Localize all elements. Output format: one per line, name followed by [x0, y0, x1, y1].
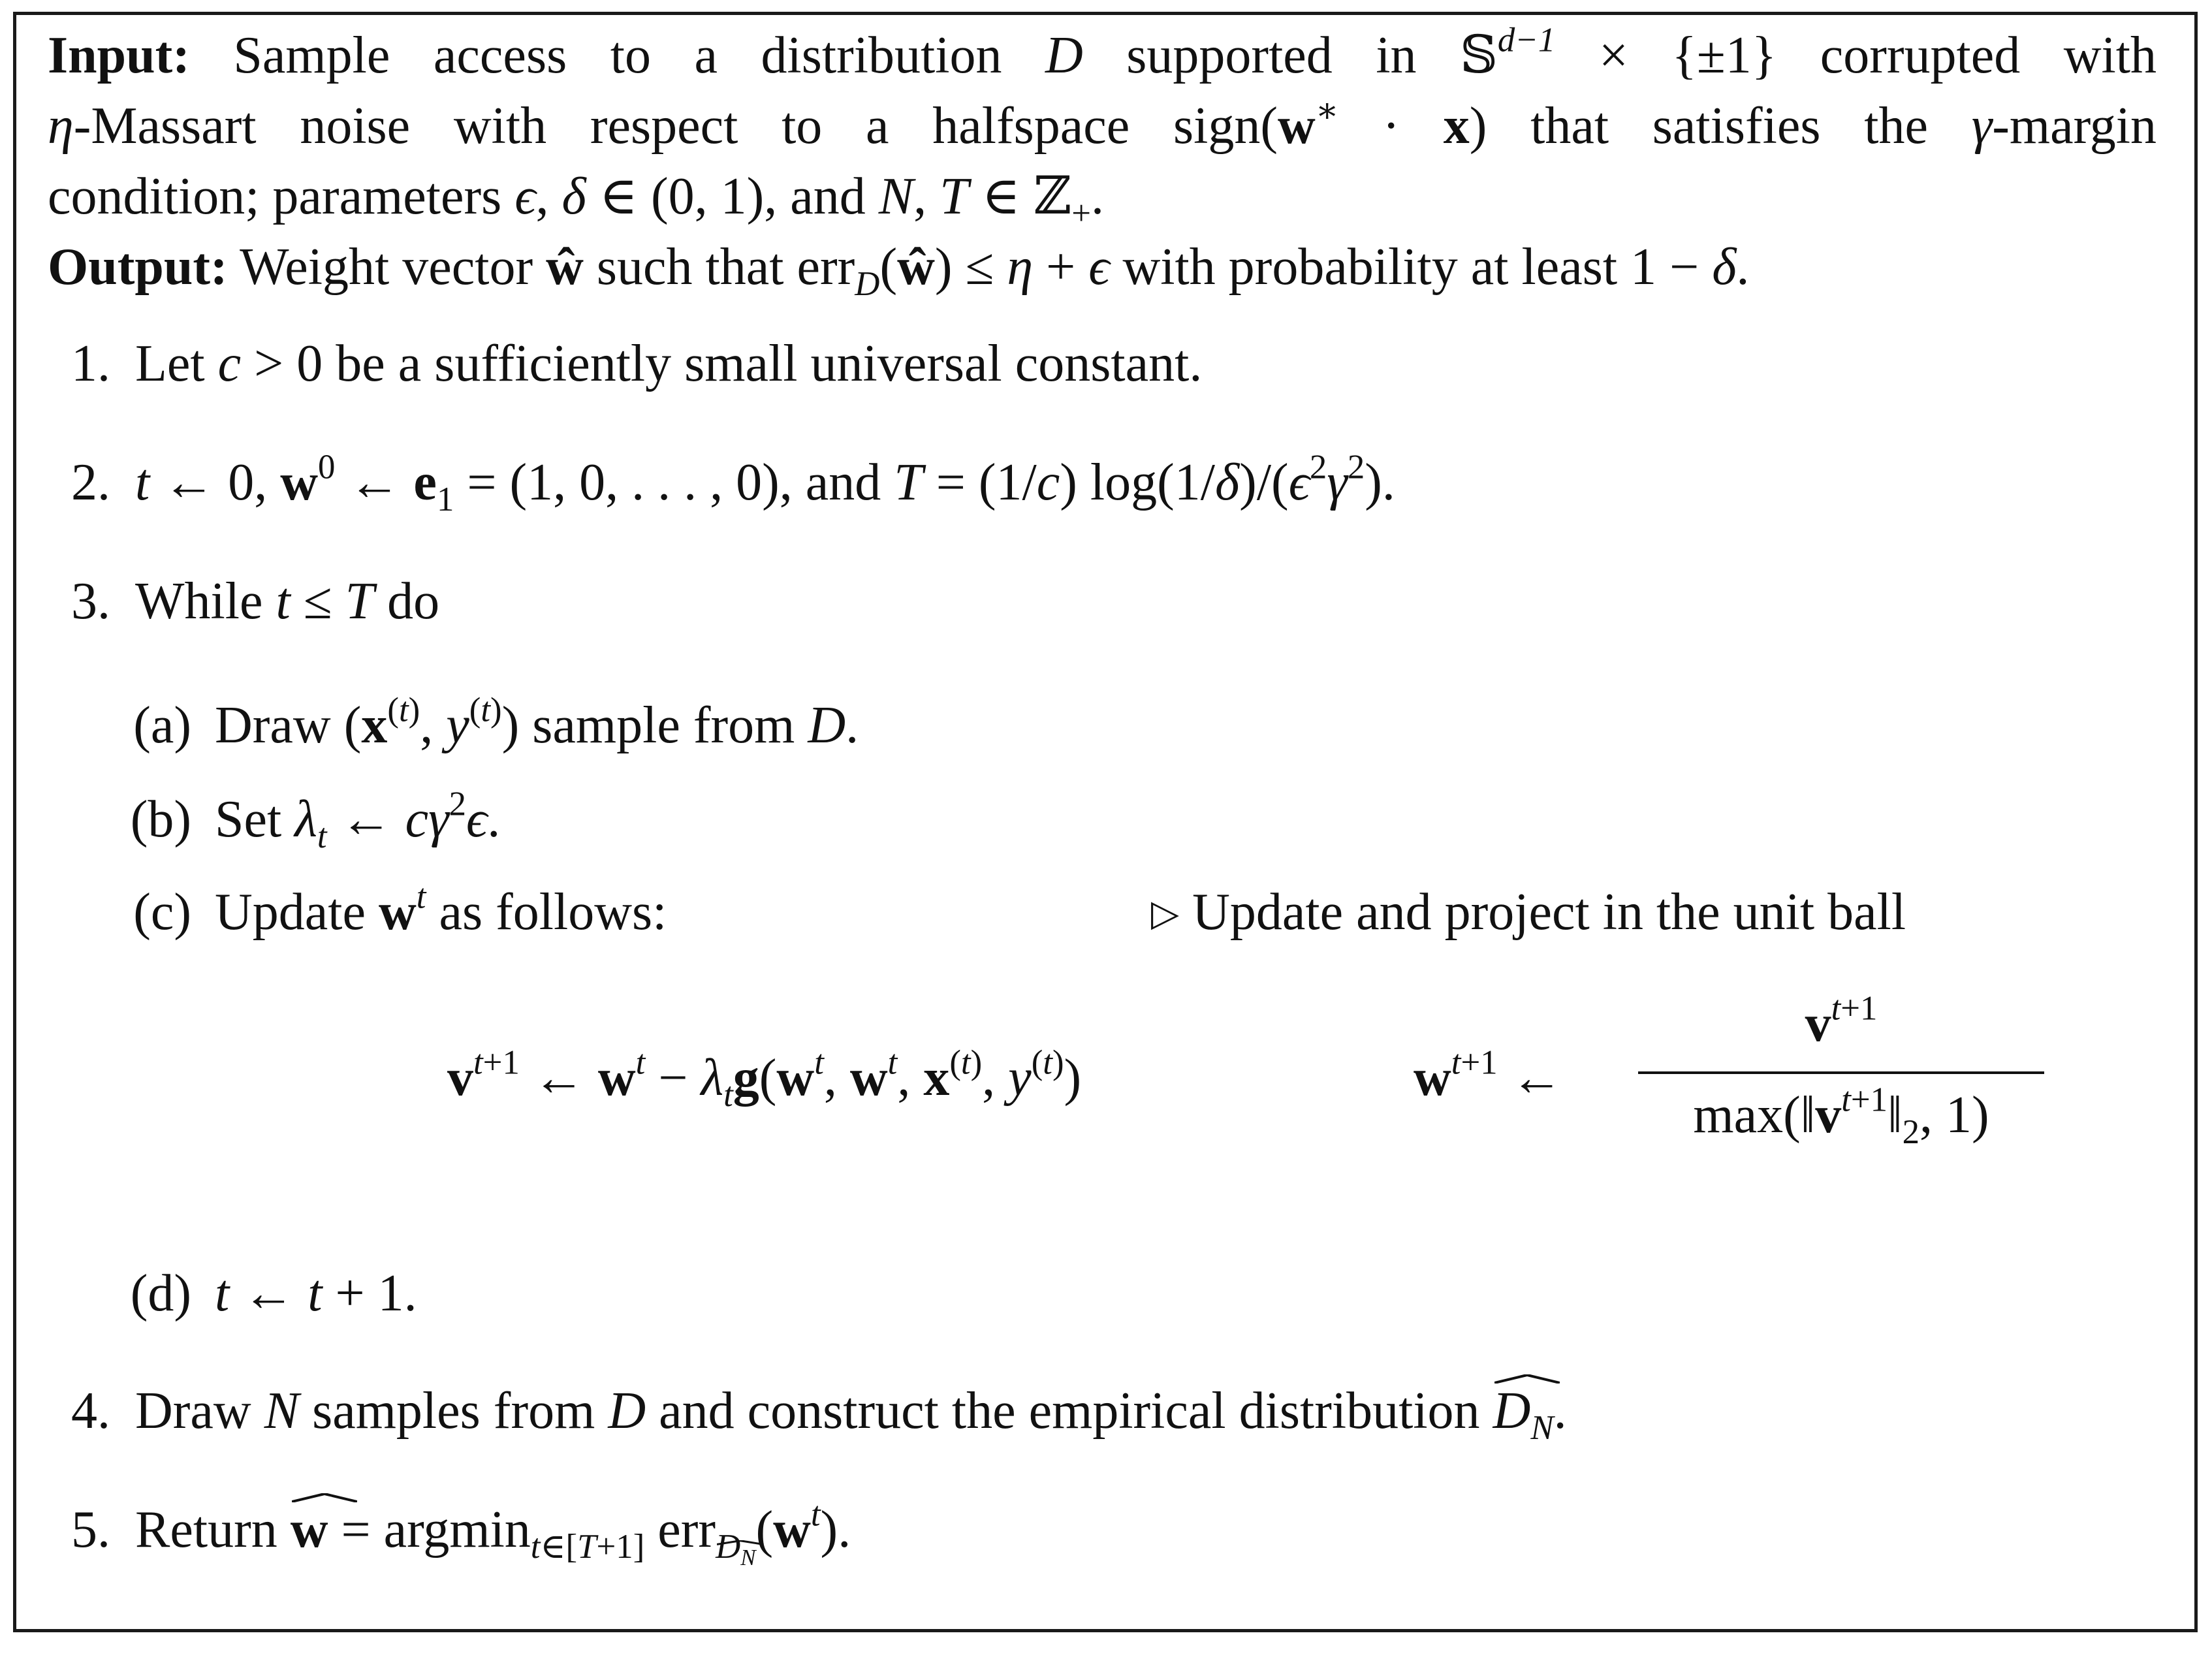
substep-label: (d) [130, 1265, 191, 1322]
step-5: 5. Return w = argmin$_{t\in[T+1]}$ err $_{D_N}(w^t)$. [37, 1504, 851, 1558]
update-equation-w-lhs: $w^{t+1}$ ← [1414, 1043, 1563, 1107]
input-label: Input: [48, 27, 190, 84]
wide-hat-accent [292, 1493, 357, 1502]
substep-label: (c) [133, 883, 191, 941]
fraction-bar [1638, 1071, 2044, 1074]
input-line-2: η-Massart noise with respect to a halfspace sign(w∗ · x) that satisfies the γ-margin [48, 91, 2157, 155]
substep-b: (b) Set $\lambda_t$ ← $c\gamma^2\epsilon$. [93, 793, 500, 846]
step-number: 5. [71, 1501, 110, 1558]
fraction-denominator: $\max(‖v^{t+1}‖_2$, 1) [1693, 1081, 1989, 1151]
substep-label: (b) [130, 791, 191, 848]
step-4: 4. Draw N samples from D and construct the empirical distribution $D_N$. [37, 1385, 1567, 1437]
wide-hat-accent [1494, 1374, 1560, 1384]
step-1: 1. Let c > 0 be a sufficiently small universal constant. [37, 338, 1202, 390]
output-label: Output: [48, 238, 228, 296]
algorithm-comment: ▷ Update and project in the unit ball [1151, 883, 1906, 941]
input-line-3: condition; parameters ϵ, δ ∈ (0, 1), and N, T ∈ ℤ$_+$. [48, 168, 1105, 232]
step-number: 1. [71, 335, 110, 392]
substep-label: (a) [133, 697, 191, 754]
step-number: 3. [71, 573, 110, 630]
step-number: 2. [71, 454, 110, 511]
update-equation-v: $v^{t+1}$ ← $w^t - \lambda_tg(w^t$, $w^t$, $x^{(t)}$, $y^{(t)}$) [447, 1043, 1082, 1114]
substep-d: (d) t ← t + 1. [93, 1267, 417, 1320]
step-2: 2. t ← 0, $w^0$ ← $e_1 = (1$, 0, . . . , 0), and T = (1/c) $\log(1/\delta)/(\epsilon^2\gamma^2)$. [37, 456, 1395, 509]
algorithm-box [13, 12, 2198, 1632]
input-line-1: Input: Sample access to a distribution D supported in 𝕊$^{d-1}$ × {±1} corrupted with [48, 21, 2157, 84]
fraction-numerator: $v^{t+1}$ [1805, 989, 1878, 1052]
substep-a: (a) Draw ($x^{(t)}$, $y^{(t)}$) sample from D. [93, 699, 859, 751]
substep-c: (c) Update $w^t$ as follows: [93, 886, 667, 938]
step-3: 3. While t ≤ T do [37, 575, 439, 627]
step-number: 4. [71, 1382, 110, 1440]
output-line: Output: Weight vector ŵ such that err$_D$(ŵ) ≤ η + ϵ with probability at least 1 − δ. [48, 238, 1750, 303]
wide-hat-accent [717, 1540, 763, 1547]
triangle-icon: ▷ [1151, 893, 1180, 934]
